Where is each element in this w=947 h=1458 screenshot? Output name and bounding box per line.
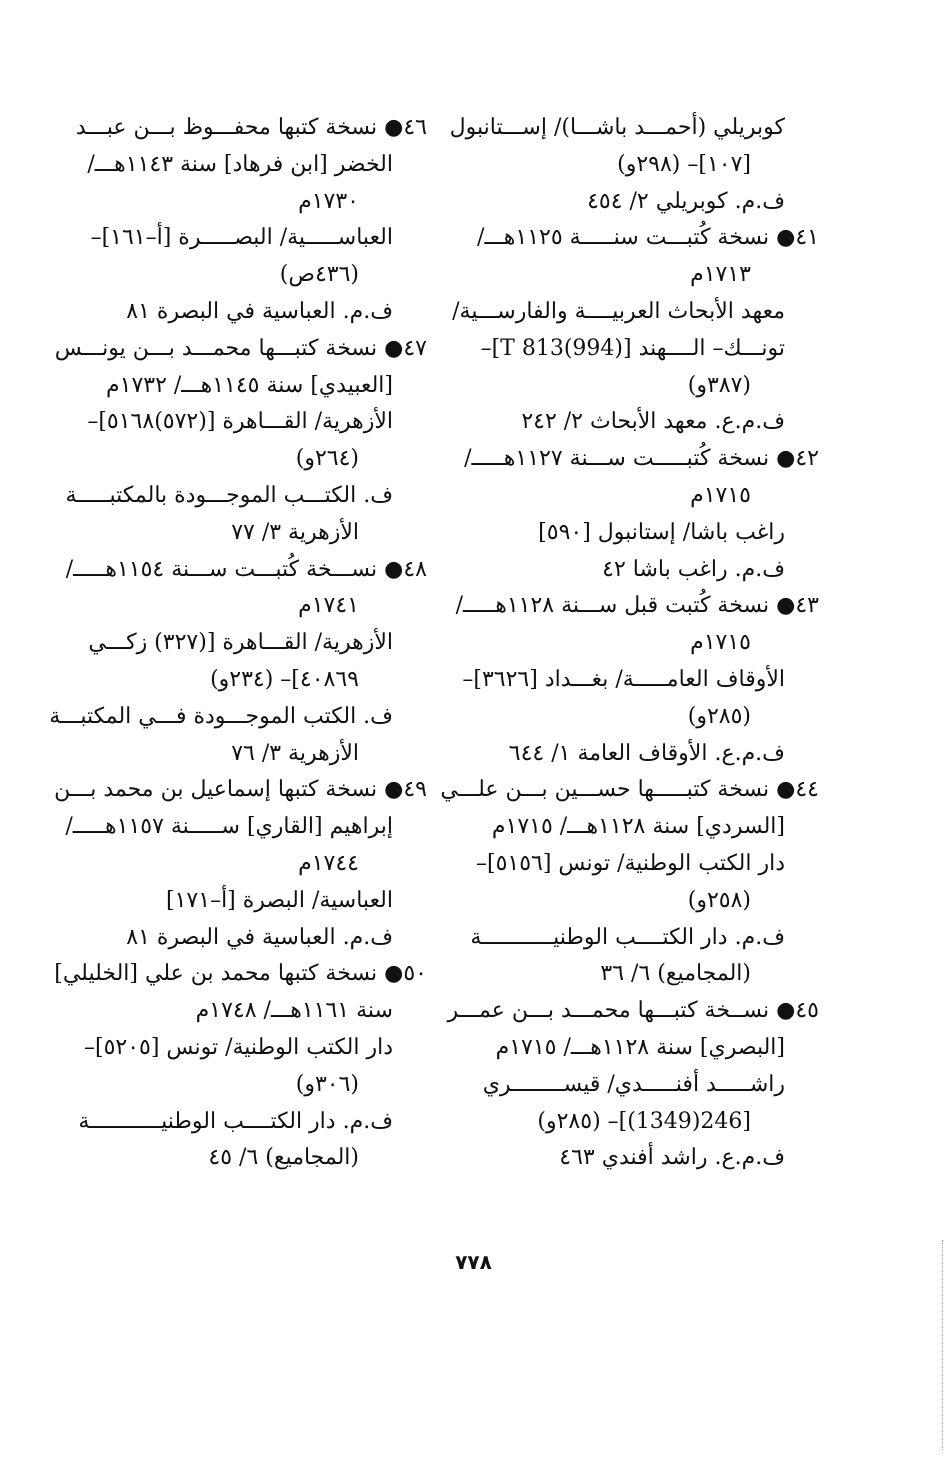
text-line: الخضر [ابن فرهاد] سنة ١١٤٣هـــ/ xyxy=(87,151,393,177)
text-line: [السردي] سنة ١١٢٨هـــ/ ١٧١٥م xyxy=(491,814,785,840)
text-line: راشـــــد أفنـــــدي/ قيســــــــري xyxy=(482,1071,785,1097)
text-line: ١٧١٥م xyxy=(690,630,751,656)
text-line: دار الكتب الوطنية/ تونس [٥١٥٦]– xyxy=(476,850,785,876)
text-line: ٤٣● نسخة كُتبت قبل ســـنة ١١٢٨هـــــ/ xyxy=(455,593,819,619)
text-line: [البصري] سنة ١١٢٨هـــ/ ١٧١٥م xyxy=(495,1034,785,1060)
text-line: العباســـــية/ البصـــــرة [أ–١٦١]– xyxy=(90,225,393,251)
text-line: (٢٨٥و) xyxy=(687,703,751,729)
text-line: معهد الأبحاث العربيــــة والفارســـية/ xyxy=(452,298,785,324)
text-line: ف.م.ع. راشد أفندي ٤٦٣ xyxy=(559,1145,785,1171)
text-line: الأوقاف العامـــــة/ بغـــداد [٣٦٢٦]– xyxy=(462,666,785,692)
page-number: ٧٧٨ xyxy=(455,1250,492,1274)
text-line: الأزهرية ٣/ ٧٦ xyxy=(231,740,359,766)
text-line: ف. الكتـــب الموجـــودة بالمكتبـــــة xyxy=(65,482,393,508)
text-line: الأزهرية/ القـــاهرة [(٥٧٢)٥١٦٨]– xyxy=(87,409,393,435)
text-line: ٤٢● نسخة كُتبـــــت ســـنة ١١٢٧هـــــ/ xyxy=(464,446,819,472)
text-line: ١٧٤٤م xyxy=(298,850,359,876)
text-line: ٤١● نسخة كُتبـــت سنـــــة ١١٢٥هـــ/ xyxy=(477,225,819,251)
text-line: (٢٦٤و) xyxy=(295,446,359,472)
text-line: (المجاميع) ٦/ ٣٦ xyxy=(600,961,751,987)
text-line: (المجاميع) ٦/ ٤٥ xyxy=(208,1145,359,1171)
text-line: الأزهرية ٣/ ٧٧ xyxy=(231,519,359,545)
text-line: العباسية/ البصرة [أ–١٧١] xyxy=(166,887,393,913)
text-line: (٣٠٦و) xyxy=(295,1071,359,1097)
text-line: ٥٠● نسخة كتبها محمد بن علي [الخليلي] xyxy=(54,961,427,987)
text-line: [246(1349)]– (٢٨٥و) xyxy=(537,1108,751,1134)
text-line: ف.م.ع. معهد الأبحاث ٢/ ٢٤٢ xyxy=(521,409,785,435)
text-line: ف.م.ع. الأوقاف العامة ١/ ٦٤٤ xyxy=(508,740,785,766)
text-line: ٤٦● نسخة كتبها محفـــوظ بـــن عبـــد xyxy=(75,115,427,140)
text-line: (٤٣٦ص) xyxy=(279,262,359,288)
text-line: [١٠٧]– (٢٩٨و) xyxy=(617,151,751,177)
right-column xyxy=(440,110,819,1177)
margin-dots xyxy=(942,1240,943,1450)
text-line: (٣٨٧و) xyxy=(687,372,751,398)
text-line: ف. الكتب الموجـــودة فـــي المكتبـــة xyxy=(49,703,393,729)
text-line: ف.م. العباسية في البصرة ٨١ xyxy=(126,298,393,324)
text-line: ٤٧● نسخة كتبـــها محمـــد بـــن يونـــس xyxy=(54,335,427,361)
text-line: ف.م. دار الكتــــب الوطنيـــــــــــة xyxy=(78,1108,393,1134)
text-line: ف.م. دار الكتــــب الوطنيـــــــــــة xyxy=(470,924,785,950)
text-line: ٤٨● نســـخة كُتبـــت ســـنة ١١٥٤هـــــ/ xyxy=(65,556,427,582)
text-line: ٤٤● نسخة كتبـــــها حســـين بـــن علـــي xyxy=(440,777,819,803)
text-line: ٤٩● نسخة كتبها إسماعيل بن محمد بـــن xyxy=(54,777,427,803)
text-line: ف.م. راغب باشا ٤٢ xyxy=(602,556,785,582)
text-line: ١٧١٥م xyxy=(690,482,751,508)
text-line: كوبريلي (أحمـــد باشـــا)/ إســـتانبول xyxy=(449,115,785,140)
text-line: ف.م. كوبريلي ٢/ ٤٥٤ xyxy=(587,188,785,214)
text-line: الأزهرية/ القـــاهرة [(٣٢٧) زكـــي xyxy=(88,630,393,656)
text-line: ١٧١٣م xyxy=(690,262,751,288)
text-line: تونـــك– الــــهند [(994)T 813]– xyxy=(480,335,785,361)
text-line: ١٧٣٠م xyxy=(298,188,359,214)
text-line: [العبيدي] سنة ١١٤٥هـــ/ ١٧٣٢م xyxy=(106,372,393,398)
text-line: ٤٠٨٦٩]– (٢٣٤و) xyxy=(210,666,359,692)
text-line: ١٧٤١م xyxy=(298,593,359,619)
text-line: (٢٥٨و) xyxy=(687,887,751,913)
text-line: راغب باشا/ إستانبول [٥٩٠] xyxy=(538,519,785,545)
text-line: ف.م. العباسية في البصرة ٨١ xyxy=(126,924,393,950)
text-line: إبراهيم [القاري] ســـــنة ١١٥٧هـــــ/ xyxy=(65,814,393,840)
text-line: دار الكتب الوطنية/ تونس [٥٢٠٥]– xyxy=(84,1034,393,1060)
text-line: سنة ١١٦١هـــ/ ١٧٤٨م xyxy=(195,998,393,1024)
text-line: ٤٥● نســخة كتبـــها محمـــد بـــن عمـــر xyxy=(447,998,819,1024)
left-column xyxy=(49,110,427,1177)
